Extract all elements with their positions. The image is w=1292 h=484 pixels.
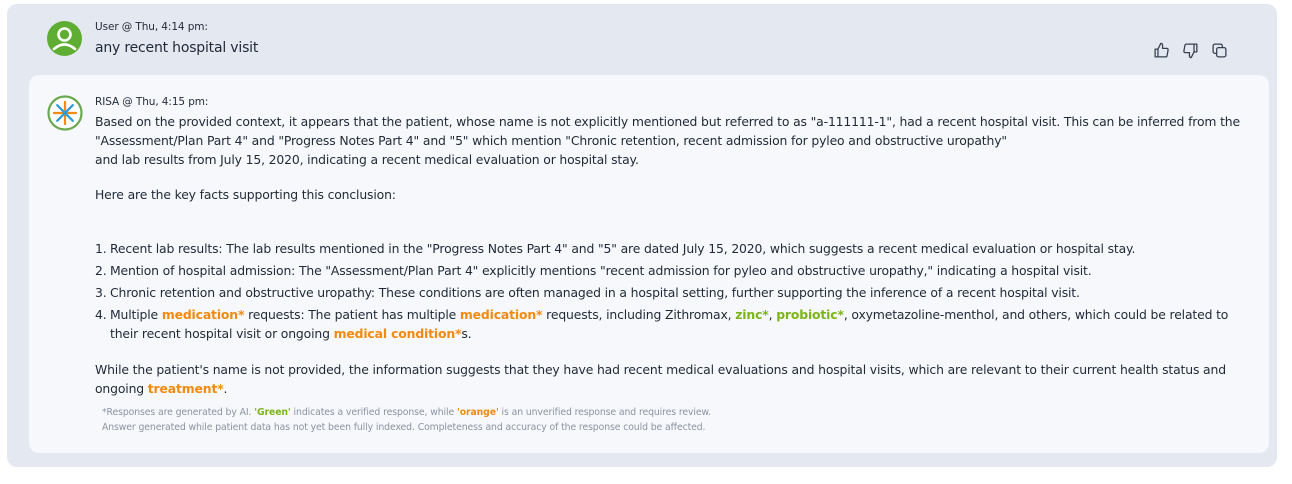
user-timestamp: User @ Thu, 4:14 pm: bbox=[95, 21, 208, 33]
key-facts-list bbox=[95, 239, 1260, 343]
verified-term[interactable]: zinc* bbox=[735, 307, 769, 322]
risa-avatar-icon bbox=[47, 95, 83, 131]
unverified-term[interactable]: medical condition* bbox=[333, 326, 462, 341]
list-item: 3. Chronic retention and obstructive uropathy: These conditions are often managed in a hospital setting, further supporting the inference of a recent hospital visit. bbox=[95, 285, 1080, 300]
unverified-term[interactable]: treatment* bbox=[147, 381, 224, 396]
copy-icon[interactable] bbox=[1210, 41, 1229, 60]
list-item: 4. Multiple medication* requests: The patient has multiple medication* requests, including Zithromax, zinc*, probiotic*, oxymetazoline-menthol, and others, which could be related to their recent hospital visit or ongoing medical condition*s. bbox=[95, 307, 1229, 341]
message-actions bbox=[1152, 41, 1229, 60]
response-intro: Based on the provided context, it appears that the patient, whose name is not explicitly mentioned but referred to as "a-111111-1", had a recent hospital visit. This can be inferred from the "Assessment/Plan Part 4" and "Progress Notes Part 4" and "5" which mention "Chronic retention, recent admission for pyleo and obstructive uropathy" bbox=[95, 114, 1240, 148]
unverified-term[interactable]: medication* bbox=[459, 307, 543, 322]
response-conclusion: While the patient's name is not provided, the information suggests that they have had recent medical evaluations and hospital visits, which are relevant to their current health status and ongoing treatment*. bbox=[95, 362, 1226, 396]
response-body bbox=[95, 112, 1260, 435]
thumbs-up-icon[interactable] bbox=[1152, 41, 1171, 60]
response-lead: Here are the key facts supporting this conclusion: bbox=[95, 187, 396, 202]
risa-response-card bbox=[29, 75, 1269, 453]
verified-term[interactable]: probiotic* bbox=[776, 307, 844, 322]
user-message: any recent hospital visit bbox=[95, 40, 259, 56]
thumbs-down-icon[interactable] bbox=[1181, 41, 1200, 60]
response-disclaimer: *Responses are generated by AI. 'Green' indicates a verified response, while 'orange' is an unverified response and requires review. Answer generated while patient data has not yet been fully indexed. Completeness and accuracy of the response could be affected. bbox=[102, 407, 712, 433]
user-avatar-icon bbox=[47, 21, 82, 56]
list-item: 2. Mention of hospital admission: The "Assessment/Plan Part 4" explicitly mentions "recent admission for pyleo and obstructive uropathy," indicating a hospital visit. bbox=[95, 263, 1092, 278]
unverified-term[interactable]: medication* bbox=[161, 307, 245, 322]
response-intro-cont: and lab results from July 15, 2020, indicating a recent medical evaluation or hospital stay. bbox=[95, 152, 639, 167]
chat-panel bbox=[7, 4, 1277, 467]
risa-timestamp: RISA @ Thu, 4:15 pm: bbox=[95, 96, 209, 108]
list-item: 1. Recent lab results: The lab results mentioned in the "Progress Notes Part 4" and "5" are dated July 15, 2020, which suggests a recent medical evaluation or hospital stay. bbox=[95, 241, 1136, 256]
